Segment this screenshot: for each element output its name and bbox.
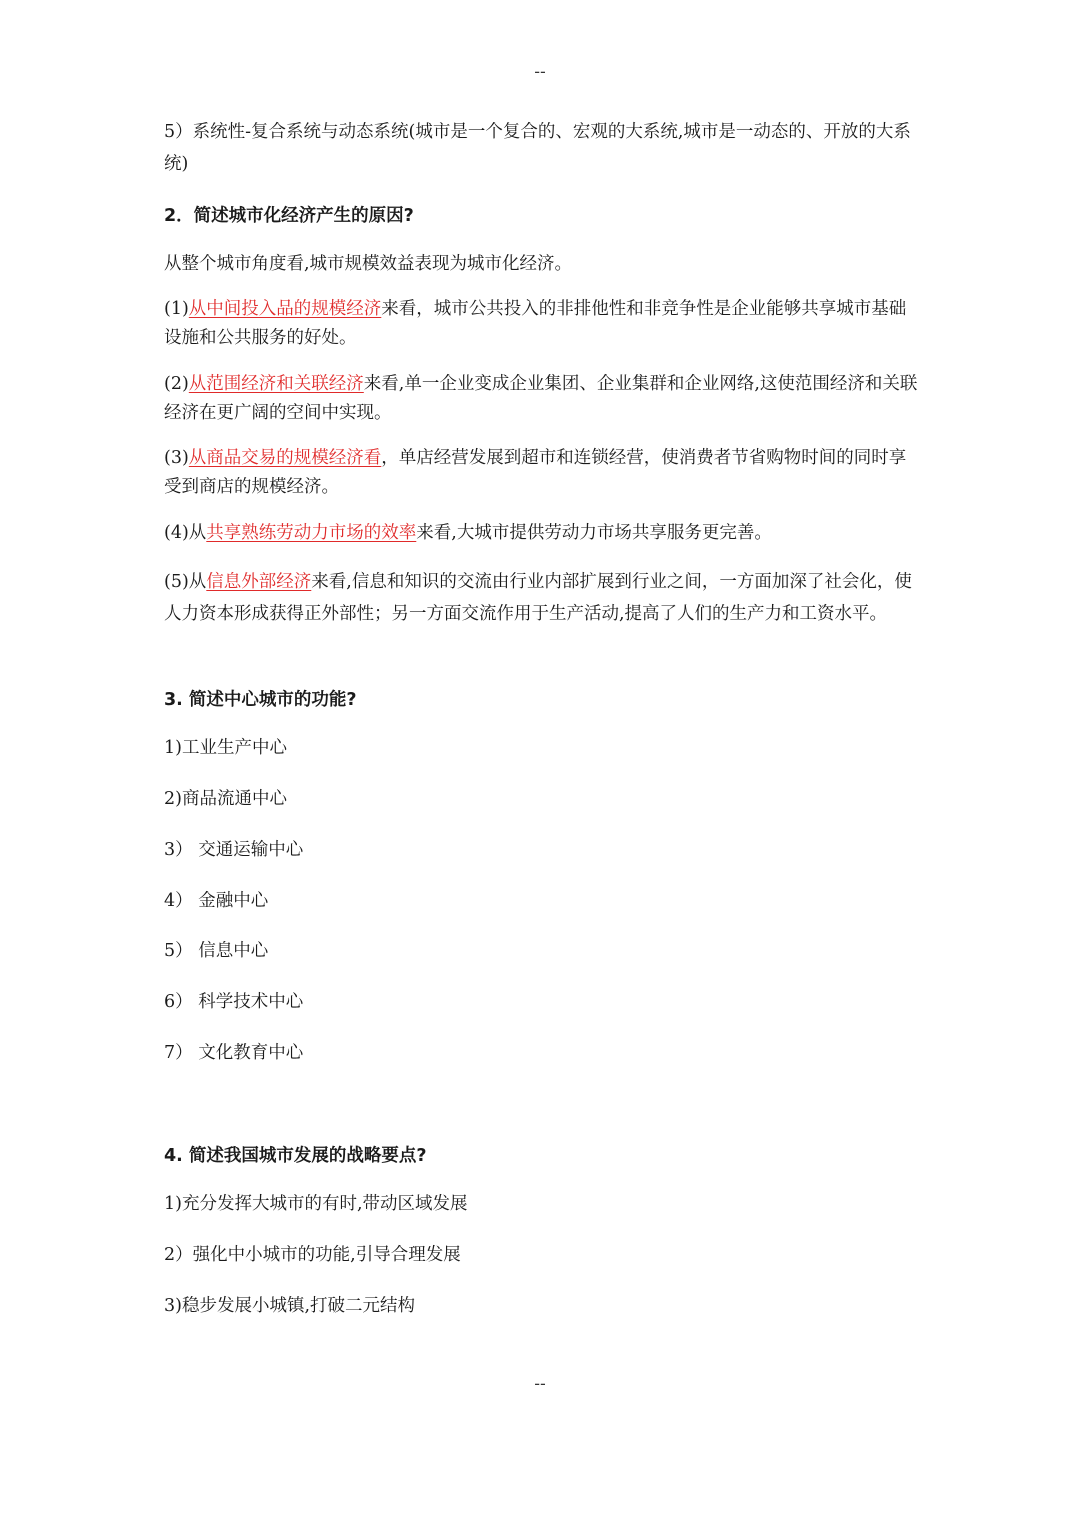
reason-5-highlight: 信息外部经济 (206, 572, 312, 592)
center-function-item: 2)商品流通中心 (164, 789, 287, 809)
reason-3-text: ，单店经营发展到超市和连锁经营，使消费者节省购物时间的同时享受到商店的规模经济。 (164, 448, 907, 497)
reason-3-prefix: (3) (164, 448, 189, 468)
center-function-item: 5） 信息中心 (164, 941, 269, 961)
reason-5-text: 来看,信息和知识的交流由行业内部扩展到行业之间，一方面加深了社会化，使人力资本形成获得正外部性；另一方面交流作用于生产活动,提高了人们的生产力和工资水平。 (164, 572, 912, 624)
reason-1-prefix: (1) (164, 299, 189, 319)
reason-5 (164, 566, 922, 630)
reason-1-text: 来看，城市公共投入的非排他性和非竞争性是企业能够共享城市基础设施和公共服务的好处。 (164, 299, 907, 348)
strategy-item: 3)稳步发展小城镇,打破二元结构 (164, 1296, 416, 1316)
reason-3-highlight: 从商品交易的规模经济看 (188, 448, 382, 468)
reason-2 (164, 370, 922, 428)
reason-2-text: 来看,单一企业变成企业集团、企业集群和企业网络,这使范围经济和关联经济在更广阔的空间中实现。 (164, 374, 918, 423)
page-header-mark: -- (534, 62, 546, 81)
reason-4-highlight: 共享熟练劳动力市场的效率 (206, 523, 417, 543)
reason-2-highlight: 从范围经济和关联经济 (188, 374, 364, 394)
center-function-item: 4） 金融中心 (164, 891, 269, 911)
reason-3 (164, 444, 922, 502)
page-footer-mark: -- (534, 1374, 546, 1393)
reason-4 (164, 519, 922, 548)
strategy-item: 1)充分发挥大城市的有时,带动区域发展 (164, 1194, 468, 1214)
system-item-5: 5）系统性-复合系统与动态系统(城市是一个复合的、宏观的大系统,城市是一动态的、开放的大系统) (164, 122, 911, 174)
center-function-item: 3） 交通运输中心 (164, 840, 304, 860)
reason-2-prefix: (2) (164, 374, 189, 394)
center-function-item: 6） 科学技术中心 (164, 992, 304, 1012)
section3-title: 3. 简述中心城市的功能? (164, 690, 357, 710)
reason-1-highlight: 从中间投入品的规模经济 (188, 299, 382, 319)
section2-title: 2．简述城市化经济产生的原因? (164, 206, 414, 226)
center-function-item: 7） 文化教育中心 (164, 1043, 304, 1063)
center-function-item: 1)工业生产中心 (164, 738, 287, 758)
reason-5-prefix: (5)从 (164, 572, 207, 592)
reason-1 (164, 295, 922, 353)
strategy-item: 2）强化中小城市的功能,引导合理发展 (164, 1245, 461, 1265)
section4-title: 4. 简述我国城市发展的战略要点? (164, 1146, 427, 1166)
reason-4-prefix: (4)从 (164, 523, 207, 543)
section2-intro: 从整个城市角度看,城市规模效益表现为城市化经济。 (164, 254, 573, 274)
reason-4-text: 来看,大城市提供劳动力市场共享服务更完善。 (416, 523, 772, 543)
